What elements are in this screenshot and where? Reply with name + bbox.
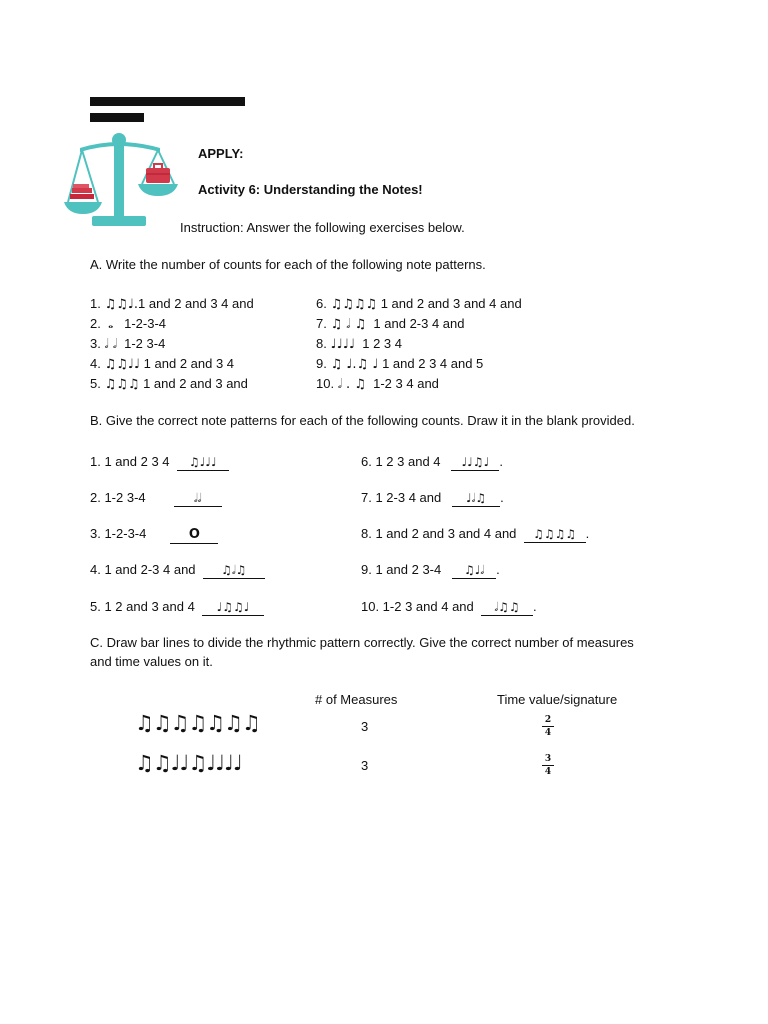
time-signature-column-header: Time value/signature [497,692,618,707]
section-b-item-7: 7. 1 2-3 4 and ♩𝅗𝅥♫ . [361,490,504,505]
section-b-item-1: 1. 1 and 2 3 4 ♫♩♩♩ [90,454,229,471]
section-a-item-6: 6. ♫♫♫♫ 1 and 2 and 3 and 4 and [316,296,522,312]
answer-blank[interactable]: ♩♫♫♩ [202,599,264,616]
section-a-item-1: 1. ♫♫♩.1 and 2 and 3 4 and [90,296,254,312]
measures-value-1: 3 [361,719,369,734]
section-b-item-9: 9. 1 and 2 3-4 ♫♩𝅗𝅥 . [361,562,500,577]
time-signature-2: 3 4 [542,754,554,777]
answer-blank[interactable]: ♩♩♫♩ [451,454,499,471]
apply-heading: APPLY: [198,146,244,161]
answer-blank[interactable]: 𝅗𝅥♫♫ [481,599,533,616]
section-a-item-10: 10. 𝅗𝅥 . ♫ 1-2 3 4 and [316,376,439,392]
measures-value-2: 3 [361,758,369,773]
answer-blank[interactable]: ♫𝅗𝅥♫ [203,562,265,579]
section-a-item-5: 5. ♫♫♫ 1 and 2 and 3 and [90,376,248,392]
section-c-prompt-line-2: and time values on it. [90,654,213,669]
section-a-item-9: 9. ♫ ♩.♫ ♩ 1 and 2 3 4 and 5 [316,356,484,372]
section-b-item-4: 4. 1 and 2-3 4 and ♫𝅗𝅥♫ [90,562,265,579]
redacted-header-line-1 [90,97,245,106]
section-a-item-4: 4. ♫♫♩♩ 1 and 2 and 3 4 [90,356,235,372]
section-a-item-2: 2. 𝅝 1-2-3-4 [90,316,167,332]
measures-column-header: # of Measures [315,692,398,707]
section-a-item-8: 8. ♩♩♩♩ 1 2 3 4 [316,336,402,352]
rhythm-pattern-1[interactable]: ♫♫♫♫♫♫♫ [135,711,260,735]
answer-blank[interactable]: ♫♩♩♩ [177,454,229,471]
section-b-item-6: 6. 1 2 3 and 4 ♩♩♫♩ . [361,454,503,469]
section-c-prompt-line-1: C. Draw bar lines to divide the rhythmic pattern correctly. Give the correct number of measures [90,635,634,650]
book-stack-icon [70,184,94,199]
activity-title: Activity 6: Understanding the Notes! [198,182,423,197]
answer-blank[interactable]: O [170,526,218,544]
answer-blank[interactable]: ♩𝅗𝅥♫ [452,490,500,507]
section-b-item-3: 3. 1-2-3-4 O [90,526,218,544]
time-signature-1: 2 4 [542,715,554,738]
answer-blank[interactable]: ♫♫♫♫ [524,526,586,543]
section-b-item-8: 8. 1 and 2 and 3 and 4 and ♫♫♫♫ . [361,526,590,541]
answer-blank[interactable]: 𝅗𝅥𝅗𝅥 [174,490,222,507]
section-b-item-2: 2. 1-2 3-4 𝅗𝅥𝅗𝅥 [90,490,222,507]
instruction-text: Instruction: Answer the following exercises below. [180,220,465,235]
balance-scale-icon [58,128,190,232]
answer-blank[interactable]: ♫♩𝅗𝅥 [452,562,496,579]
rhythm-pattern-2[interactable]: ♫♫♩♩♫♩♩♩♩ [135,751,242,775]
section-b-prompt: B. Give the correct note patterns for each of the following counts. Draw it in the blank provided. [90,413,635,428]
section-a-prompt: A. Write the number of counts for each of the following note patterns. [90,257,486,272]
redacted-header-line-2 [90,113,144,122]
section-b-item-5: 5. 1 2 and 3 and 4 ♩♫♫♩ [90,599,264,616]
section-b-item-10: 10. 1-2 3 and 4 and 𝅗𝅥♫♫ . [361,599,537,614]
section-a-item-7: 7. ♫ 𝅗𝅥 ♫ 1 and 2-3 4 and [316,316,465,332]
section-a-item-3: 3. 𝅗𝅥 𝅗𝅥 1-2 3-4 [90,336,166,352]
